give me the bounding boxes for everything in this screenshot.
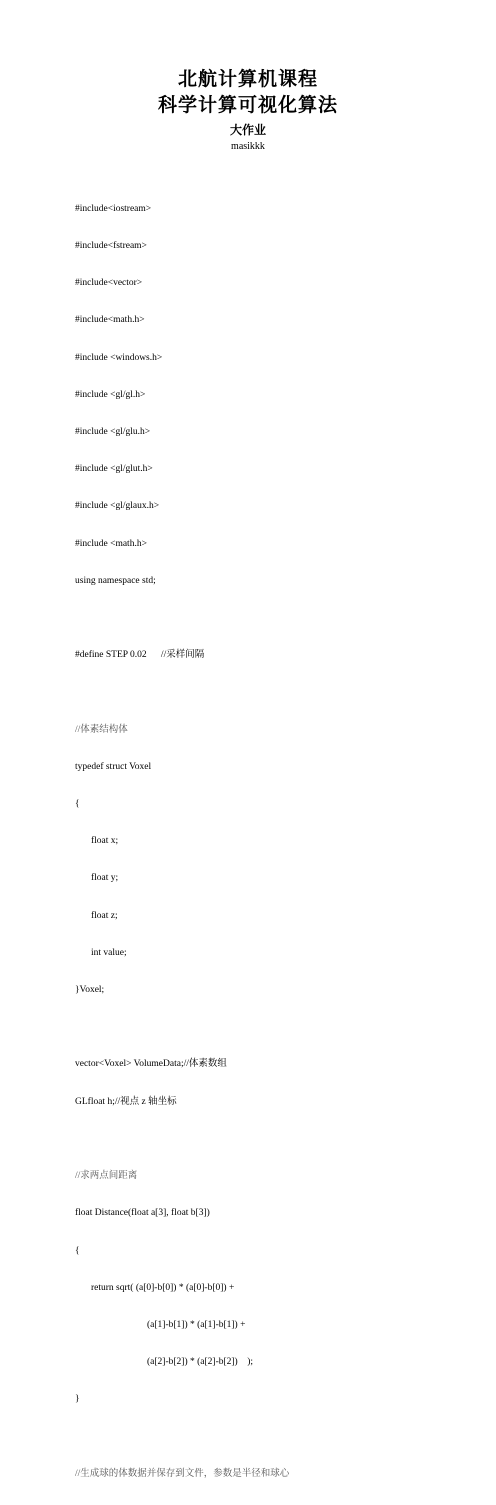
blank-line	[75, 1133, 485, 1145]
code-line: #define STEP 0.02 //采样间隔	[75, 650, 205, 661]
code-line: float Distance(float a[3], float b[3])	[75, 1208, 210, 1219]
code-line: #include <gl/glu.h>	[75, 427, 151, 438]
code-line: typedef struct Voxel	[75, 761, 152, 772]
code-line: {	[75, 1245, 80, 1256]
code-line: float z;	[91, 910, 118, 921]
code-line: float y;	[91, 873, 119, 884]
code-comment: //求两点间距离	[75, 1171, 138, 1182]
code-line: return sqrt( (a[0]-b[0]) * (a[0]-b[0]) +	[91, 1282, 235, 1293]
author-name: masikkk	[231, 141, 265, 152]
code-line: GLfloat h;//视点 z 轴坐标	[75, 1096, 177, 1107]
code-line: #include<vector>	[75, 278, 143, 289]
code-line: float x;	[91, 836, 119, 847]
code-line: #include<iostream>	[75, 203, 152, 214]
code-line: #include <gl/glut.h>	[75, 464, 153, 475]
code-line: {	[75, 799, 80, 810]
code-line: vector<Voxel> VolumeData;//体素数组	[75, 1059, 227, 1070]
code-line: #include<fstream>	[75, 241, 147, 252]
code-line: #include<math.h>	[75, 315, 145, 326]
code-line: (a[2]-b[2]) * (a[2]-b[2]) );	[147, 1357, 254, 1368]
code-line: #include <windows.h>	[75, 352, 163, 363]
blank-line	[75, 686, 485, 698]
blank-line	[75, 612, 485, 624]
code-line: int value;	[91, 947, 127, 958]
code-line: }Voxel;	[75, 985, 105, 996]
code-line: #include <math.h>	[75, 538, 147, 549]
code-line: (a[1]-b[1]) * (a[1]-b[1]) +	[147, 1319, 246, 1330]
code-line: }	[75, 1394, 80, 1405]
code-listing	[75, 178, 485, 1505]
code-line: #include <gl/glaux.h>	[75, 501, 160, 512]
document-subtitle: 大作业	[229, 123, 266, 137]
blank-line	[75, 1431, 485, 1443]
blank-line	[75, 1021, 485, 1033]
code-comment: //生成球的体数据并保存到文件，参数是半径和球心	[75, 1468, 290, 1479]
course-title: 北航计算机课程	[177, 69, 318, 90]
code-comment: //体素结构体	[75, 724, 128, 735]
document-title: 科学计算可视化算法	[157, 95, 338, 116]
code-line: using namespace std;	[75, 575, 156, 586]
code-line: #include <gl/gl.h>	[75, 389, 146, 400]
